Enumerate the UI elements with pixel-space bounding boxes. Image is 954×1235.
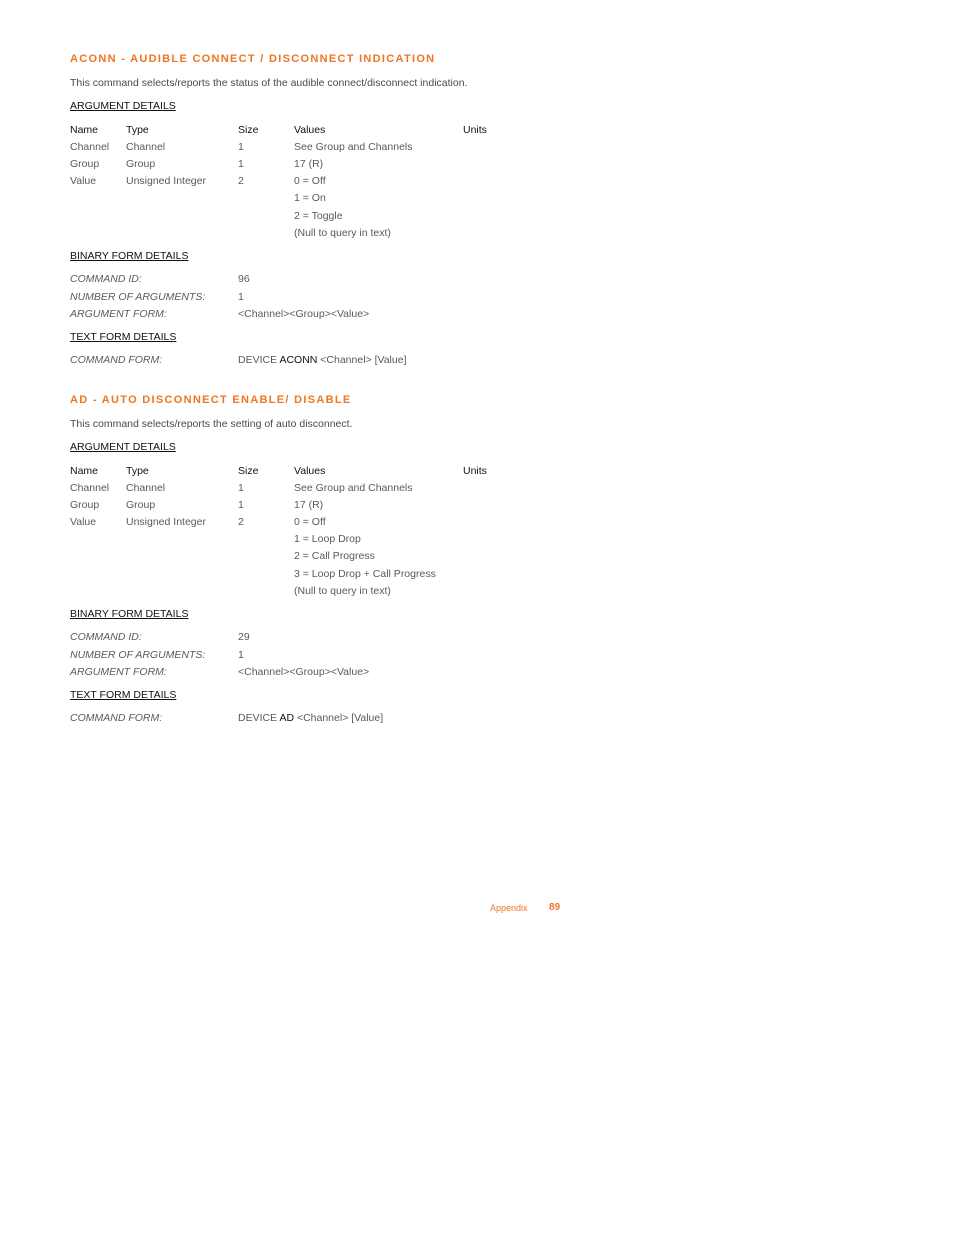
row-name: Channel (70, 141, 110, 153)
command-form-keyword: ACONN (279, 354, 318, 366)
col-header-size: Size (238, 124, 259, 136)
command-id-label: COMMAND ID: (70, 273, 142, 285)
row-size: 2 (238, 175, 244, 187)
col-header-values: Values (294, 465, 326, 477)
row-name: Value (70, 516, 97, 528)
arg-form-label: ARGUMENT FORM: (70, 308, 167, 320)
row-value: See Group and Channels (294, 141, 413, 153)
command-form-label: COMMAND FORM: (70, 712, 163, 724)
row-type: Group (126, 499, 156, 511)
argument-details-title: ARGUMENT DETAILS (70, 100, 176, 112)
row-value: 2 = Call Progress (294, 550, 375, 562)
row-size: 1 (238, 158, 244, 170)
row-value: See Group and Channels (294, 482, 413, 494)
row-name: Group (70, 499, 100, 511)
command-form-value (238, 354, 407, 366)
row-type: Channel (126, 482, 166, 494)
command-form-suffix: <Channel> [Value] (296, 712, 384, 724)
num-args-label: NUMBER OF ARGUMENTS: (70, 649, 206, 661)
command-form-label: COMMAND FORM: (70, 354, 163, 366)
command-form-prefix: DEVICE (238, 354, 278, 366)
row-value: 1 = Loop Drop (294, 533, 361, 545)
row-size: 1 (238, 482, 244, 494)
row-value: (Null to query in text) (294, 585, 391, 597)
row-size: 2 (238, 516, 244, 528)
num-args-value: 1 (238, 291, 244, 303)
row-value: 2 = Toggle (294, 210, 343, 222)
row-value: 17 (R) (294, 499, 324, 511)
col-header-type: Type (126, 465, 149, 477)
command-id-value: 29 (238, 631, 250, 643)
row-name: Group (70, 158, 100, 170)
col-header-name: Name (70, 465, 99, 477)
command-form-value (238, 712, 383, 724)
binary-form-title: BINARY FORM DETAILS (70, 250, 189, 262)
row-value: 0 = Off (294, 516, 326, 528)
row-type: Unsigned Integer (126, 516, 206, 528)
row-type: Channel (126, 141, 166, 153)
argument-details-title: ARGUMENT DETAILS (70, 441, 176, 453)
row-size: 1 (238, 141, 244, 153)
row-name: Value (70, 175, 97, 187)
command-form-prefix: DEVICE (238, 712, 278, 724)
row-value: 17 (R) (294, 158, 324, 170)
binary-form-title: BINARY FORM DETAILS (70, 608, 189, 620)
row-value: (Null to query in text) (294, 227, 391, 239)
col-header-values: Values (294, 124, 326, 136)
col-header-type: Type (126, 124, 149, 136)
footer-section-label: Appendix (490, 903, 528, 913)
col-header-units: Units (463, 465, 487, 477)
num-args-value: 1 (238, 649, 244, 661)
command-id-label: COMMAND ID: (70, 631, 142, 643)
row-value: 1 = On (294, 192, 326, 204)
command-form-suffix: <Channel> [Value] (320, 354, 407, 366)
row-name: Channel (70, 482, 110, 494)
section-heading: ACONN - AUDIBLE CONNECT / DISCONNECT INDICATION (70, 53, 436, 65)
row-value: 3 = Loop Drop + Call Progress (294, 568, 436, 580)
row-type: Unsigned Integer (126, 175, 206, 187)
section-description: This command selects/reports the status of the audible connect/disconnect indication. (70, 77, 468, 89)
page-number: 89 (549, 902, 561, 913)
row-size: 1 (238, 499, 244, 511)
text-form-title: TEXT FORM DETAILS (70, 689, 177, 701)
arg-form-value: <Channel><Group><Value> (238, 666, 370, 678)
row-value: 0 = Off (294, 175, 326, 187)
col-header-name: Name (70, 124, 99, 136)
num-args-label: NUMBER OF ARGUMENTS: (70, 291, 206, 303)
col-header-size: Size (238, 465, 259, 477)
command-form-keyword: AD (279, 712, 295, 724)
section-description: This command selects/reports the setting of auto disconnect. (70, 418, 353, 430)
row-type: Group (126, 158, 156, 170)
text-form-title: TEXT FORM DETAILS (70, 331, 177, 343)
command-id-value: 96 (238, 273, 250, 285)
arg-form-label: ARGUMENT FORM: (70, 666, 167, 678)
col-header-units: Units (463, 124, 487, 136)
section-heading: AD - AUTO DISCONNECT ENABLE/ DISABLE (70, 394, 352, 406)
arg-form-value: <Channel><Group><Value> (238, 308, 370, 320)
